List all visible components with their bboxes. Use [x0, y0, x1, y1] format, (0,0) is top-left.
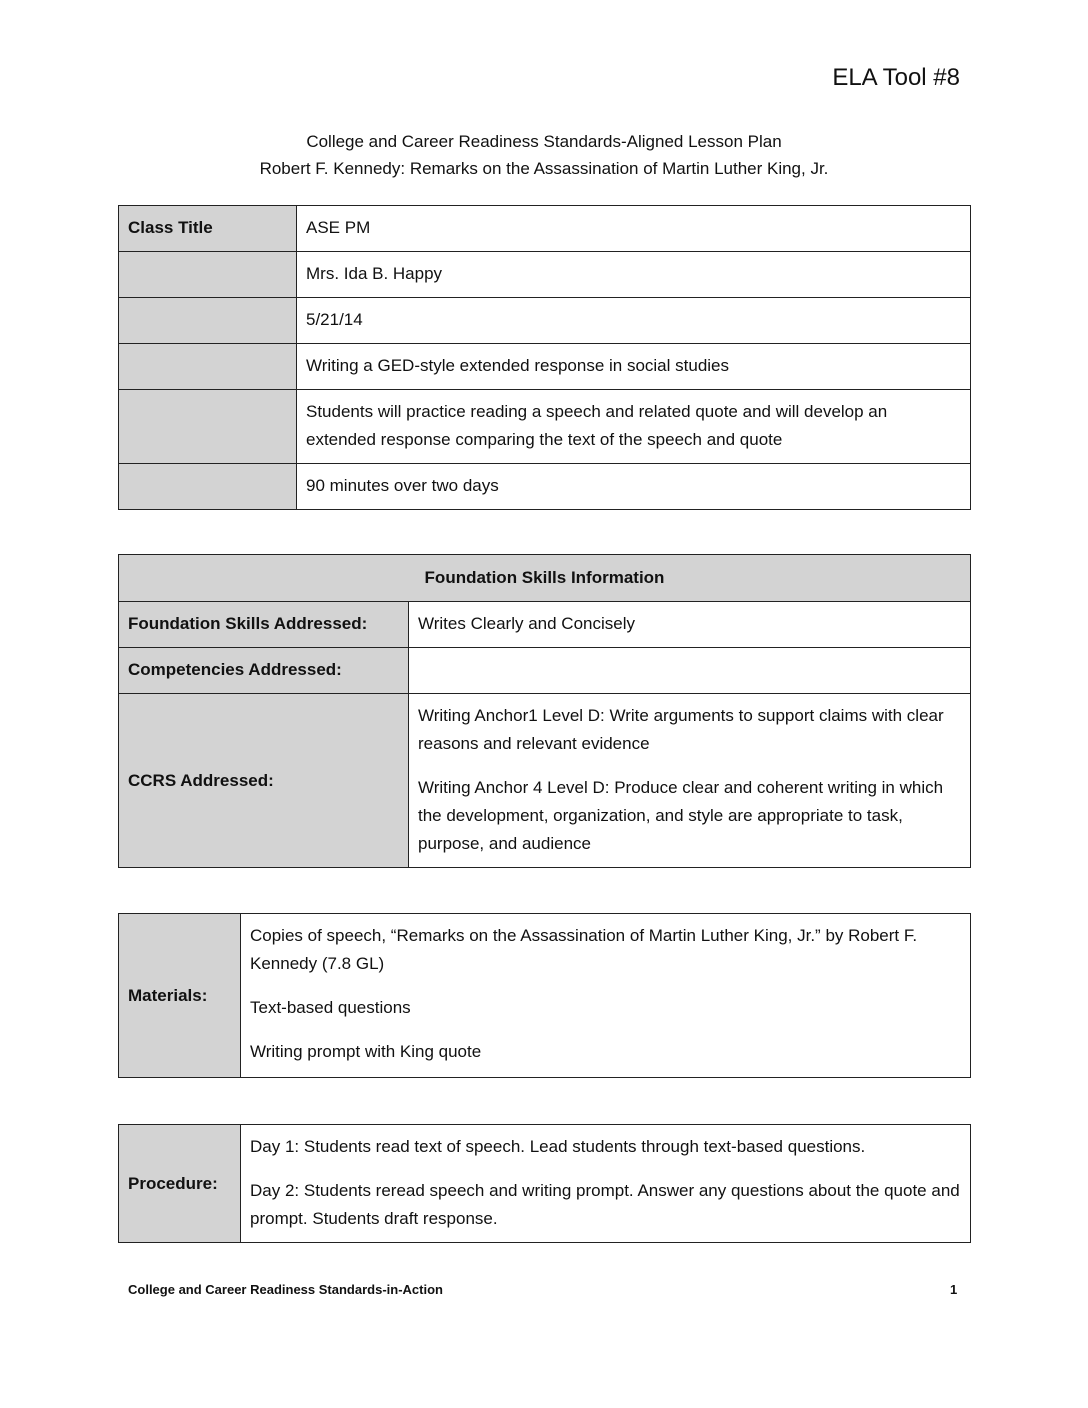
date-value: 5/21/14: [297, 298, 971, 344]
tool-label: ELA Tool #8: [832, 64, 960, 91]
title-line-2: Robert F. Kennedy: Remarks on the Assassination of Martin Luther King, Jr.: [259, 159, 829, 178]
materials-item: Copies of speech, “Remarks on the Assassination of Martin Luther King, Jr.” by Robert F. Kennedy (7.8 GL): [250, 926, 918, 973]
footer-text: College and Career Readiness Standards-in-Action: [128, 1282, 443, 1297]
ccrs-item: Writing Anchor1 Level D: Write arguments to support claims with clear reasons and relevant evidence: [418, 706, 944, 753]
materials-item: Text-based questions: [250, 998, 411, 1017]
date-row: [119, 298, 971, 344]
competencies-label: Competencies Addressed:: [119, 648, 409, 694]
materials-table: [118, 913, 971, 1078]
objective-label-cell: [119, 390, 297, 464]
title-line-1: College and Career Readiness Standards-Aligned Lesson Plan: [306, 132, 782, 151]
foundation-skills-table: [118, 554, 971, 868]
ccrs-value: [409, 694, 971, 868]
duration-row: [119, 464, 971, 510]
objective-row: [119, 390, 971, 464]
ccrs-row: [119, 694, 971, 868]
procedure-table: [118, 1124, 971, 1243]
duration-label-cell: [119, 464, 297, 510]
class-title-label: Class Title: [119, 206, 297, 252]
objective-value: Students will practice reading a speech and related quote and will develop an extended response comparing the text of the speech and quote: [297, 390, 971, 464]
page-number: 1: [950, 1282, 958, 1297]
ccrs-item: Writing Anchor 4 Level D: Produce clear and coherent writing in which the development, organization, and style are appropriate to task, purpose, and audience: [418, 778, 944, 853]
topic-row: [119, 344, 971, 390]
procedure-item: Day 2: Students reread speech and writing prompt. Answer any questions about the quote and prompt. Students draft response.: [250, 1181, 960, 1228]
ccrs-label: CCRS Addressed:: [119, 694, 409, 868]
duration-value: 90 minutes over two days: [297, 464, 971, 510]
document-title: [0, 128, 1088, 182]
teacher-label-cell: [119, 252, 297, 298]
procedure-label: Procedure:: [119, 1125, 241, 1243]
foundation-heading-row: [119, 555, 971, 602]
procedure-item: Day 1: Students read text of speech. Lead students through text-based questions.: [250, 1137, 866, 1156]
competencies-value: [409, 648, 971, 694]
materials-row: [119, 914, 971, 1078]
materials-value: [241, 914, 971, 1078]
class-info-table: [118, 205, 971, 510]
foundation-skills-label: Foundation Skills Addressed:: [119, 602, 409, 648]
competencies-row: [119, 648, 971, 694]
class-title-value: ASE PM: [297, 206, 971, 252]
foundation-skills-row: [119, 602, 971, 648]
foundation-skills-value: Writes Clearly and Concisely: [409, 602, 971, 648]
teacher-row: [119, 252, 971, 298]
procedure-row: [119, 1125, 971, 1243]
class-title-row: [119, 206, 971, 252]
topic-value: Writing a GED-style extended response in social studies: [297, 344, 971, 390]
foundation-heading: Foundation Skills Information: [119, 555, 971, 602]
materials-item: Writing prompt with King quote: [250, 1042, 482, 1061]
teacher-value: Mrs. Ida B. Happy: [297, 252, 971, 298]
date-label-cell: [119, 298, 297, 344]
topic-label-cell: [119, 344, 297, 390]
procedure-value: [241, 1125, 971, 1243]
materials-label: Materials:: [119, 914, 241, 1078]
